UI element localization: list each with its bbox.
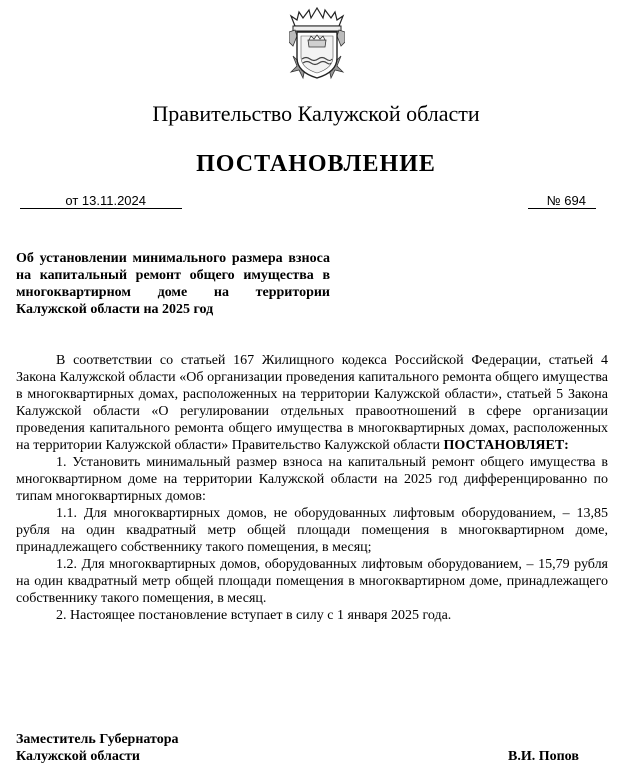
item-1-2: 1.2. Для многоквартирных домов, оборудованных лифтовым оборудованием, – 15,79 рубля на один квадратный метр общей площади помещения в многоквартирном доме, принадлежащего собственнику такого помещения, в месяц. [16,557,608,606]
signatory-position [16,731,179,765]
document-type: ПОСТАНОВЛЕНИЕ [196,151,436,177]
document-number: № 694 [528,193,596,209]
document-subject: Об установлении минимального размера взноса на капитальный ремонт общего имущества в многоквартирном доме на территории Калужской области на 2025 год [16,251,330,317]
decree-word: ПОСТАНОВЛЯЕТ: [443,438,569,453]
document-date: от 13.11.2024 [20,193,182,209]
signatory-name: В.И. Попов [508,749,579,764]
intro-text: В соответствии со статьей 167 Жилищного кодекса Российской Федерации, статьей 4 Закона Калужской области «Об организации проведения капитального ремонта общего имущества в многоквартирных домах, расположенных на территории Калужской области», статьей 5 Закона Калужской области «О регулировании отдельных правоотношений в сфере организации проведения капитального ремонта общего имущества в многоквартирных домах, расположенных на территории Калужской области» Правительство Калужской области [16,353,608,453]
government-title: Правительство Калужской области [152,101,480,126]
item-1-1: 1.1. Для многоквартирных домов, не оборудованных лифтовым оборудованием, – 13,85 рубля на один квадратный метр общей площади помещения в многоквартирном доме, принадлежащего собственнику такого помещения, в месяц; [16,506,608,555]
item-2: 2. Настоящее постановление вступает в силу с 1 января 2025 года. [56,608,452,623]
kaluga-coat-of-arms-icon [289,6,345,80]
signatory-position-line1: Заместитель Губернатора [16,732,179,747]
document-body [16,352,608,624]
signatory-position-line2: Калужской области [16,749,140,764]
intro-paragraph [16,352,608,454]
item-1: 1. Установить минимальный размер взноса на капитальный ремонт общего имущества в многоквартирном доме на территории Калужской области на 2025 год дифференцированно по типам многоквартирных домов: [16,455,608,504]
